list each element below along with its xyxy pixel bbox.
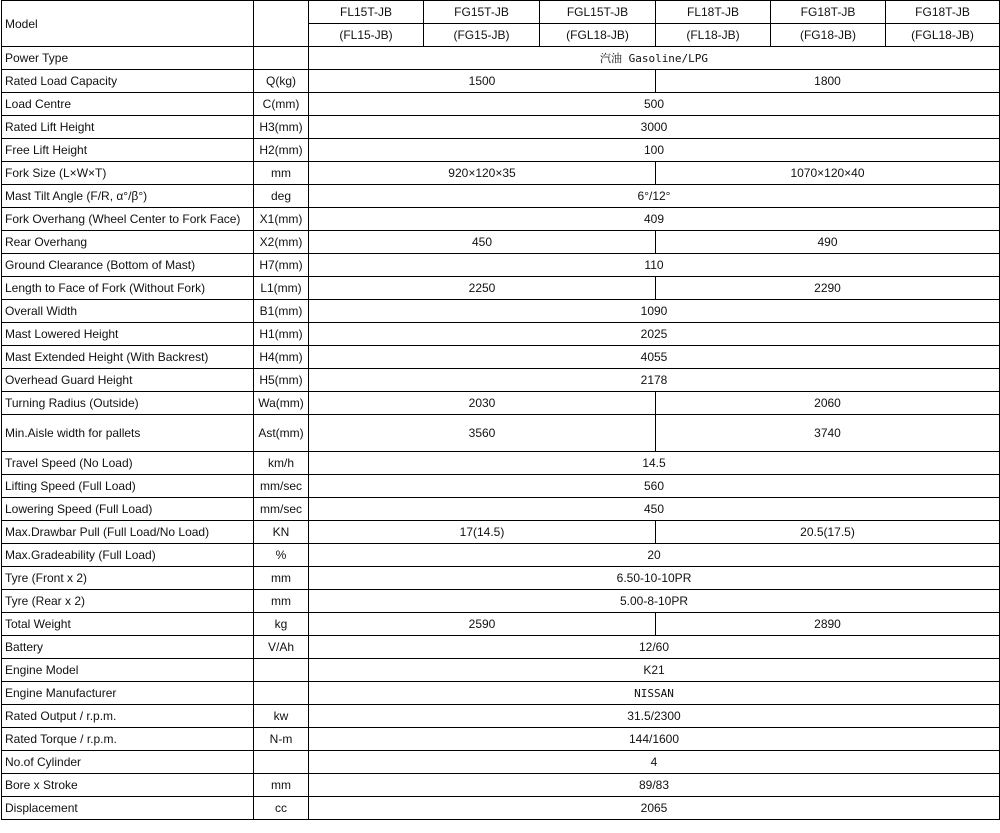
model-alt-name: (FGL18-JB)	[540, 24, 656, 47]
spec-unit: km/h	[254, 452, 309, 475]
spec-row	[2, 636, 1000, 659]
spec-label: No.of Cylinder	[2, 751, 254, 774]
model-unit-cell	[254, 1, 309, 47]
spec-label: Overhead Guard Height	[2, 369, 254, 392]
spec-value: 2065	[309, 797, 1000, 820]
spec-label: Mast Lowered Height	[2, 323, 254, 346]
spec-row	[2, 300, 1000, 323]
spec-value: 2178	[309, 369, 1000, 392]
spec-value-group-2: 20.5(17.5)	[656, 521, 1000, 544]
spec-row	[2, 208, 1000, 231]
spec-label: Rear Overhang	[2, 231, 254, 254]
spec-label: Ground Clearance (Bottom of Mast)	[2, 254, 254, 277]
spec-value: 110	[309, 254, 1000, 277]
model-alt-name: (FL18-JB)	[656, 24, 771, 47]
spec-value: 3000	[309, 116, 1000, 139]
spec-row	[2, 705, 1000, 728]
spec-value: 450	[309, 498, 1000, 521]
spec-row	[2, 47, 1000, 70]
spec-unit: mm	[254, 774, 309, 797]
spec-label: Rated Lift Height	[2, 116, 254, 139]
spec-unit	[254, 659, 309, 682]
spec-value: 20	[309, 544, 1000, 567]
spec-row	[2, 162, 1000, 185]
spec-unit: kg	[254, 613, 309, 636]
spec-row	[2, 346, 1000, 369]
spec-value: 409	[309, 208, 1000, 231]
spec-row	[2, 682, 1000, 705]
spec-row	[2, 751, 1000, 774]
spec-label: Turning Radius (Outside)	[2, 392, 254, 415]
spec-unit	[254, 751, 309, 774]
spec-label: Engine Model	[2, 659, 254, 682]
spec-unit: mm	[254, 590, 309, 613]
spec-value: 500	[309, 93, 1000, 116]
model-alt-name: (FG18-JB)	[771, 24, 886, 47]
spec-unit: mm	[254, 567, 309, 590]
spec-unit: N-m	[254, 728, 309, 751]
spec-value-group-1: 1500	[309, 70, 656, 93]
spec-value-group-1: 3560	[309, 415, 656, 452]
spec-label: Length to Face of Fork (Without Fork)	[2, 277, 254, 300]
spec-label: Rated Torque / r.p.m.	[2, 728, 254, 751]
spec-label: Max.Drawbar Pull (Full Load/No Load)	[2, 521, 254, 544]
spec-value: 4055	[309, 346, 1000, 369]
spec-label: Rated Output / r.p.m.	[2, 705, 254, 728]
spec-label: Rated Load Capacity	[2, 70, 254, 93]
spec-label: Power Type	[2, 47, 254, 70]
spec-value: 1090	[309, 300, 1000, 323]
spec-row	[2, 231, 1000, 254]
spec-label: Bore x Stroke	[2, 774, 254, 797]
spec-value: 100	[309, 139, 1000, 162]
spec-value: NISSAN	[309, 682, 1000, 705]
spec-value-group-2: 1800	[656, 70, 1000, 93]
spec-unit: B1(mm)	[254, 300, 309, 323]
spec-unit: V/Ah	[254, 636, 309, 659]
spec-value: 5.00-8-10PR	[309, 590, 1000, 613]
spec-row	[2, 590, 1000, 613]
spec-value-group-1: 2030	[309, 392, 656, 415]
spec-row	[2, 521, 1000, 544]
spec-unit	[254, 682, 309, 705]
model-name: FL18T-JB	[656, 1, 771, 24]
spec-row	[2, 185, 1000, 208]
model-alt-name: (FGL18-JB)	[886, 24, 1000, 47]
spec-value: K21	[309, 659, 1000, 682]
spec-row	[2, 659, 1000, 682]
spec-value: 6.50-10-10PR	[309, 567, 1000, 590]
spec-row	[2, 475, 1000, 498]
spec-value: 6°/12°	[309, 185, 1000, 208]
spec-value: 汽油 Gasoline/LPG	[309, 47, 1000, 70]
spec-value-group-2: 1070×120×40	[656, 162, 1000, 185]
spec-unit: Ast(mm)	[254, 415, 309, 452]
spec-unit: X1(mm)	[254, 208, 309, 231]
spec-row	[2, 93, 1000, 116]
spec-unit: C(mm)	[254, 93, 309, 116]
spec-value-group-1: 920×120×35	[309, 162, 656, 185]
spec-row	[2, 323, 1000, 346]
spec-value-group-2: 2290	[656, 277, 1000, 300]
spec-row	[2, 774, 1000, 797]
spec-unit: X2(mm)	[254, 231, 309, 254]
spec-label: Travel Speed (No Load)	[2, 452, 254, 475]
spec-label: Mast Extended Height (With Backrest)	[2, 346, 254, 369]
spec-unit: H4(mm)	[254, 346, 309, 369]
spec-row	[2, 415, 1000, 452]
spec-label: Overall Width	[2, 300, 254, 323]
spec-label: Mast Tilt Angle (F/R, α°/β°)	[2, 185, 254, 208]
spec-value: 4	[309, 751, 1000, 774]
spec-label: Engine Manufacturer	[2, 682, 254, 705]
spec-label: Lifting Speed (Full Load)	[2, 475, 254, 498]
spec-row	[2, 277, 1000, 300]
spec-row	[2, 498, 1000, 521]
spec-value: 31.5/2300	[309, 705, 1000, 728]
spec-value: 12/60	[309, 636, 1000, 659]
spec-unit	[254, 47, 309, 70]
spec-unit: Q(kg)	[254, 70, 309, 93]
spec-row	[2, 728, 1000, 751]
spec-value: 14.5	[309, 452, 1000, 475]
model-name: FG15T-JB	[424, 1, 540, 24]
spec-label: Tyre (Rear x 2)	[2, 590, 254, 613]
spec-label: Load Centre	[2, 93, 254, 116]
spec-label: Battery	[2, 636, 254, 659]
model-alt-name: (FL15-JB)	[309, 24, 424, 47]
spec-unit: %	[254, 544, 309, 567]
spec-value-group-2: 3740	[656, 415, 1000, 452]
spec-unit: mm/sec	[254, 498, 309, 521]
spec-row	[2, 139, 1000, 162]
spec-row	[2, 613, 1000, 636]
spec-label: Fork Size (L×W×T)	[2, 162, 254, 185]
spec-row	[2, 392, 1000, 415]
spec-unit: mm	[254, 162, 309, 185]
spec-value-group-1: 17(14.5)	[309, 521, 656, 544]
spec-label: Total Weight	[2, 613, 254, 636]
spec-value-group-2: 490	[656, 231, 1000, 254]
spec-value-group-1: 2250	[309, 277, 656, 300]
spec-label: Lowering Speed (Full Load)	[2, 498, 254, 521]
spec-label: Min.Aisle width for pallets	[2, 415, 254, 452]
spec-value: 89/83	[309, 774, 1000, 797]
spec-label: Displacement	[2, 797, 254, 820]
spec-value: 560	[309, 475, 1000, 498]
spec-unit: Wa(mm)	[254, 392, 309, 415]
spec-value-group-1: 450	[309, 231, 656, 254]
spec-unit: L1(mm)	[254, 277, 309, 300]
spec-label: Free Lift Height	[2, 139, 254, 162]
spec-value: 2025	[309, 323, 1000, 346]
model-name: FGL15T-JB	[540, 1, 656, 24]
spec-table	[1, 0, 1000, 820]
spec-unit: cc	[254, 797, 309, 820]
spec-unit: H1(mm)	[254, 323, 309, 346]
spec-unit: H2(mm)	[254, 139, 309, 162]
model-name: FL15T-JB	[309, 1, 424, 24]
spec-value: 144/1600	[309, 728, 1000, 751]
spec-row	[2, 452, 1000, 475]
spec-row	[2, 254, 1000, 277]
spec-row	[2, 116, 1000, 139]
spec-unit: H3(mm)	[254, 116, 309, 139]
model-name: FG18T-JB	[771, 1, 886, 24]
spec-label: Max.Gradeability (Full Load)	[2, 544, 254, 567]
spec-unit: H7(mm)	[254, 254, 309, 277]
spec-value-group-2: 2890	[656, 613, 1000, 636]
spec-row	[2, 567, 1000, 590]
spec-unit: kw	[254, 705, 309, 728]
spec-unit: mm/sec	[254, 475, 309, 498]
spec-value-group-2: 2060	[656, 392, 1000, 415]
spec-row	[2, 797, 1000, 820]
header-row	[2, 1, 1000, 24]
spec-label: Fork Overhang (Wheel Center to Fork Face)	[2, 208, 254, 231]
model-name: FG18T-JB	[886, 1, 1000, 24]
model-label: Model	[2, 1, 254, 47]
spec-unit: KN	[254, 521, 309, 544]
model-alt-name: (FG15-JB)	[424, 24, 540, 47]
spec-unit: H5(mm)	[254, 369, 309, 392]
spec-row	[2, 70, 1000, 93]
spec-unit: deg	[254, 185, 309, 208]
spec-table-body	[2, 1, 1000, 820]
spec-value-group-1: 2590	[309, 613, 656, 636]
spec-label: Tyre (Front x 2)	[2, 567, 254, 590]
spec-row	[2, 544, 1000, 567]
spec-row	[2, 369, 1000, 392]
